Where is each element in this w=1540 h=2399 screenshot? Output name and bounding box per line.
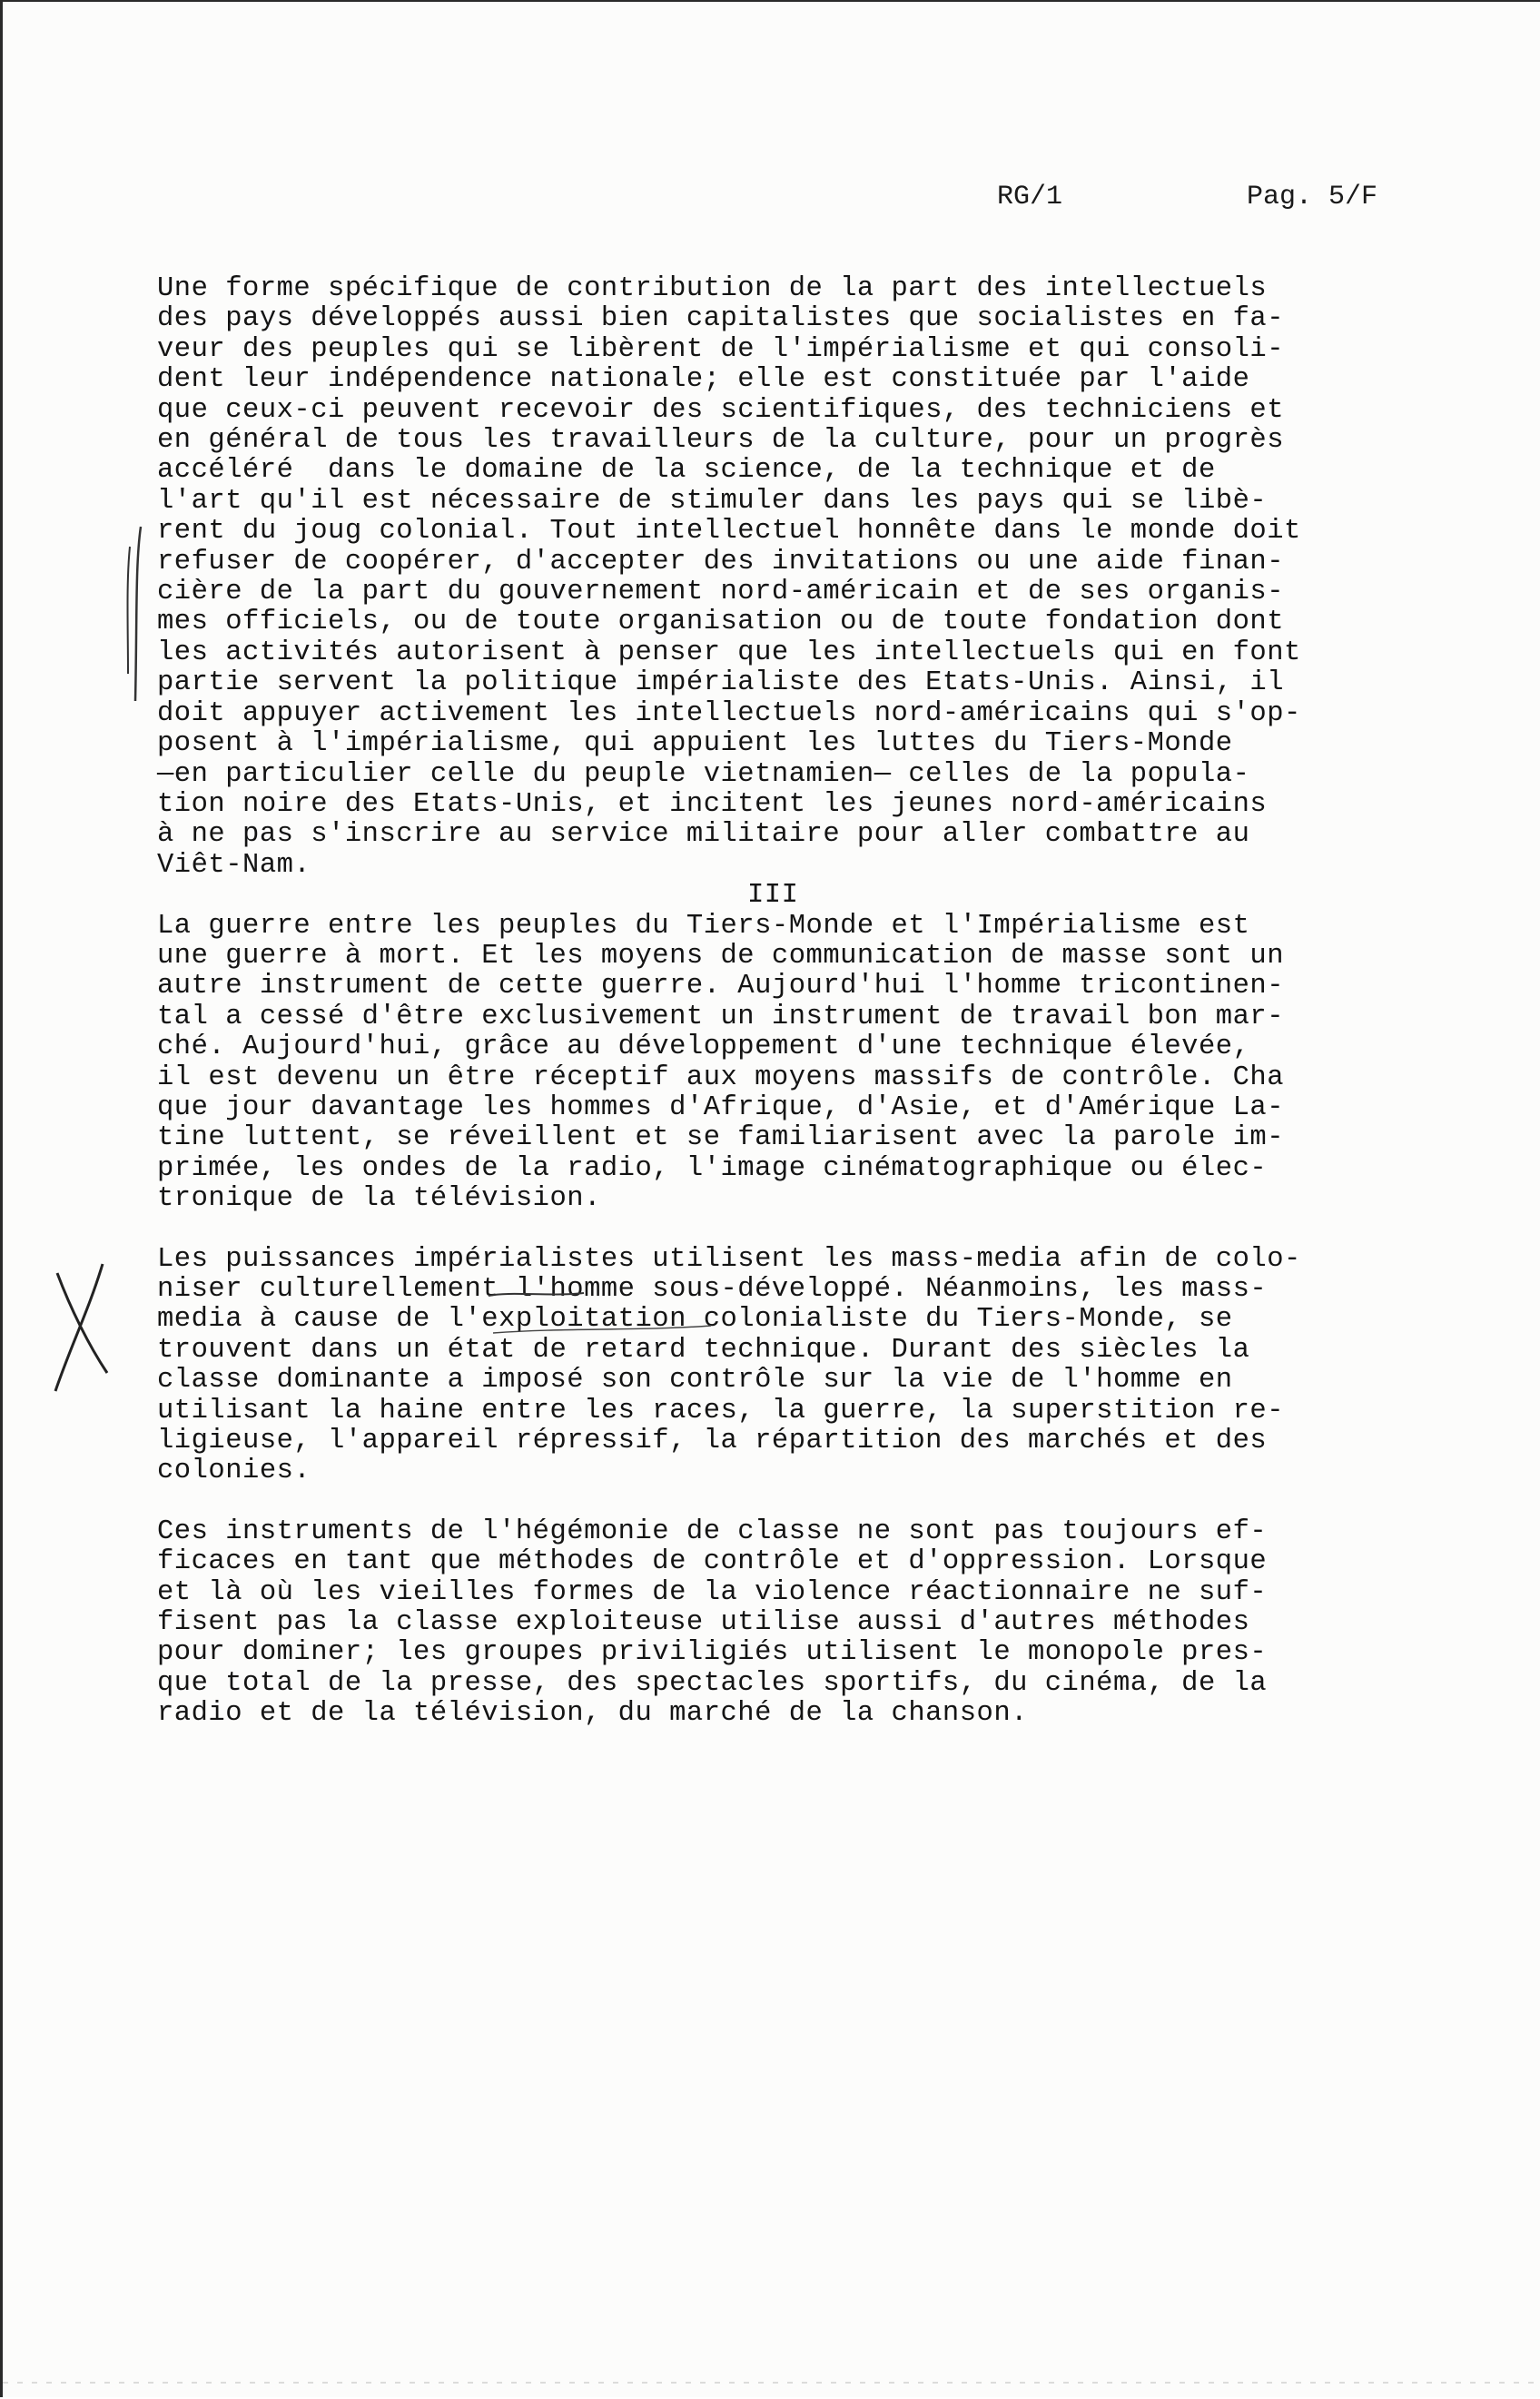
text-line: tronique de la télévision.: [157, 1183, 601, 1215]
text-line: fisent pas la classe exploiteuse utilise aussi d'autres méthodes: [157, 1607, 1250, 1639]
text-line: utilisant la haine entre les races, la guerre, la superstition re-: [157, 1395, 1284, 1427]
text-line: rent du joug colonial. Tout intellectuel honnête dans le monde doit: [157, 516, 1301, 548]
document-reference: RG/1: [997, 182, 1063, 212]
text-line: trouvent dans un état de retard technique. Durant des siècles la: [157, 1334, 1250, 1366]
paragraph-1: [157, 274, 1428, 881]
text-line: dent leur indépendence nationale; elle est constituée par l'aide: [157, 364, 1250, 396]
text-line: partie servent la politique impérialiste des Etats-Unis. Ainsi, il: [157, 667, 1284, 699]
text-line: que ceux-ci peuvent recevoir des scientifiques, des techniciens et: [157, 394, 1284, 426]
text-line: tal a cessé d'être exclusivement un instrument de travail bon mar-: [157, 1001, 1284, 1032]
text-line: refuser de coopérer, d'accepter des invitations ou une aide finan-: [157, 546, 1284, 578]
text-line: colonies.: [157, 1456, 311, 1487]
text-line: accéléré dans le domaine de la science, de la technique et de: [157, 455, 1216, 487]
paragraph-3: [157, 1245, 1428, 1487]
text-line: primée, les ondes de la radio, l'image cinématographique ou élec-: [157, 1152, 1268, 1184]
text-line: media à cause de l'exploitation colonialiste du Tiers-Monde, se: [157, 1304, 1233, 1336]
text-line: Une forme spécifique de contribution de la part des intellectuels: [157, 273, 1268, 304]
document-body: [157, 274, 1428, 1730]
paragraph-4: [157, 1517, 1428, 1730]
text-line: les activités autorisent à penser que les intellectuels qui en font: [157, 637, 1301, 668]
text-line: pour dominer; les groupes priviligiés utilisent le monopole pres-: [157, 1637, 1268, 1669]
margin-bracket-mark: [135, 527, 141, 701]
text-line: Viêt-Nam.: [157, 849, 311, 881]
text-line: en général de tous les travailleurs de la culture, pour un progrès: [157, 425, 1284, 457]
text-line: ficaces en tant que méthodes de contrôle et d'oppression. Lorsque: [157, 1546, 1268, 1578]
text-line: Ces instruments de l'hégémonie de classe ne sont pas toujours ef-: [157, 1515, 1268, 1547]
text-line: ligieuse, l'appareil répressif, la répartition des marchés et des: [157, 1426, 1268, 1457]
text-line: doit appuyer activement les intellectuels nord-américains qui s'op-: [157, 697, 1301, 729]
text-line: radio et de la télévision, du marché de la chanson.: [157, 1698, 1028, 1730]
text-line: La guerre entre les peuples du Tiers-Monde et l'Impérialisme est: [157, 910, 1250, 942]
text-line: des pays développés aussi bien capitalistes que socialistes en fa-: [157, 303, 1284, 335]
text-line: tion noire des Etats-Unis, et incitent les jeunes nord-américains: [157, 788, 1268, 820]
text-line: mes officiels, ou de toute organisation ou de toute fondation dont: [157, 607, 1284, 638]
paragraph-spacer: [157, 1215, 1428, 1245]
text-line: veur des peuples qui se libèrent de l'impérialisme et qui consoli-: [157, 333, 1284, 365]
margin-bracket-mark: [128, 547, 131, 674]
text-line: que total de la presse, des spectacles sportifs, du cinéma, de la: [157, 1667, 1268, 1699]
paragraph-2: [157, 912, 1428, 1215]
text-line: Les puissances impérialistes utilisent les mass-media afin de colo-: [157, 1243, 1301, 1275]
text-line: niser culturellement l'homme sous-développé. Néanmoins, les mass-: [157, 1274, 1268, 1305]
section-heading: III: [747, 880, 799, 912]
page-header: [3, 182, 1540, 218]
text-line: une guerre à mort. Et les moyens de communication de masse sont un: [157, 940, 1284, 972]
text-line: cière de la part du gouvernement nord-américain et de ses organis-: [157, 577, 1284, 608]
text-line: —en particulier celle du peuple vietnamien— celles de la popula-: [157, 758, 1250, 790]
text-line: que jour davantage les hommes d'Afrique, d'Asie, et d'Amérique La-: [157, 1091, 1284, 1123]
text-line: autre instrument de cette guerre. Aujourd'hui l'homme tricontinen-: [157, 971, 1284, 1002]
margin-cross-mark: [55, 1264, 103, 1391]
text-line: ché. Aujourd'hui, grâce au développement d'une technique élevée,: [157, 1032, 1250, 1063]
text-line: tine luttent, se réveillent et se familiarisent avec la parole im-: [157, 1122, 1284, 1154]
text-line: l'art qu'il est nécessaire de stimuler dans les pays qui se libè-: [157, 485, 1268, 517]
text-line: il est devenu un être réceptif aux moyens massifs de contrôle. Cha: [157, 1061, 1284, 1093]
text-line: classe dominante a imposé son contrôle sur la vie de l'homme en: [157, 1365, 1233, 1397]
page-number: Pag. 5/F: [1247, 182, 1378, 212]
paragraph-spacer: [157, 1487, 1428, 1517]
text-line: à ne pas s'inscrire au service militaire pour aller combattre au: [157, 819, 1250, 851]
text-line: posent à l'impérialisme, qui appuient les luttes du Tiers-Monde: [157, 728, 1233, 760]
text-line: et là où les vieilles formes de la violence réactionnaire ne suf-: [157, 1576, 1268, 1608]
margin-cross-mark: [57, 1273, 107, 1373]
